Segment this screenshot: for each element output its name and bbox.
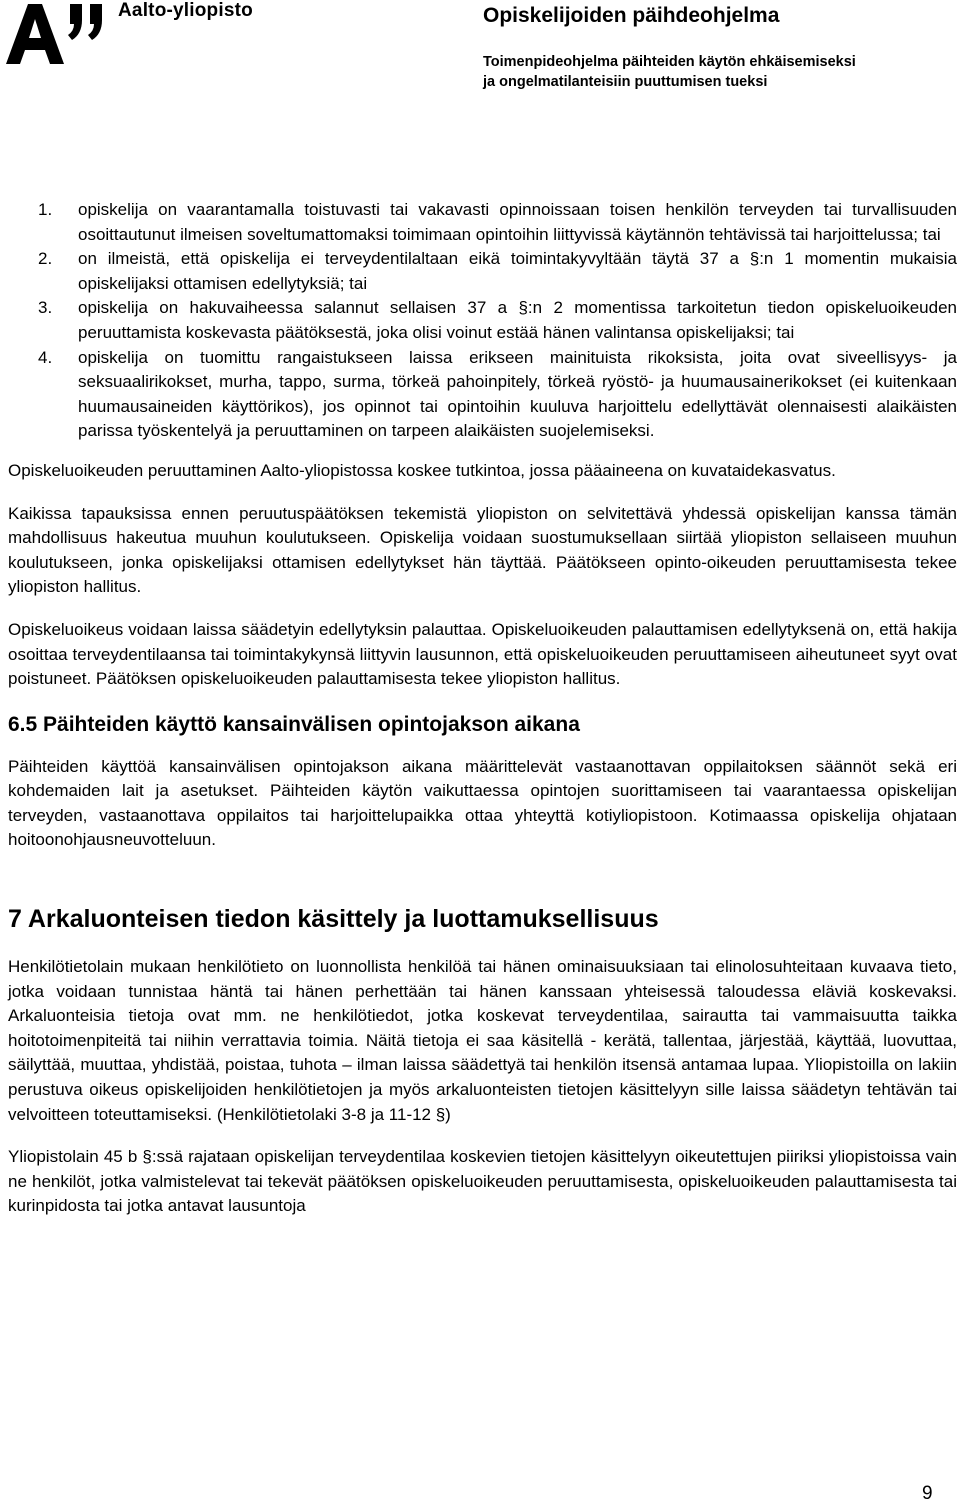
list-item-text: opiskelija on hakuvaiheessa salannut sellaisen 37 a §:n 2 momentissa tarkoitetun tiedon opiskeluoikeuden peruuttamista koskevasta päätöksestä, joka olisi voinut estää hänen valintansa opiskelijaksi; tai: [78, 298, 957, 342]
page-content: [8, 198, 957, 1219]
paragraph: Yliopistolain 45 b §:ssä rajataan opiskelijan terveydentilaa koskevien tietojen käsittelyyn oikeutettujen piiriksi yliopistoissa vain ne henkilöt, jotka valmistelevat tai tekevät päätöksen opiskeluoikeuden peruuttamisesta, opiskeluoikeuden palauttamisesta tai kurinpidosta tai jotka antavat lausuntoja: [8, 1147, 957, 1216]
paragraph: Opiskeluoikeus voidaan laissa säädetyin edellytyksin palauttaa. Opiskeluoikeuden palauttamisen edellytyksenä on, että hakija osoittaa terveydentilaansa tai toimintakykynsä liittyvin lausunnon, että opiskeluoikeuden peruuttamiseen aiheutuneet syyt ovat poistuneet. Päätöksen opiskeluoikeuden palauttamisesta tekee yliopiston hallitus.: [8, 619, 957, 689]
subtitle-line-2: ja ongelmatilanteisiin puuttumisen tueksi: [483, 74, 768, 90]
list-item-number: 3.: [38, 298, 53, 318]
list-item-number: 4.: [38, 347, 53, 367]
numbered-list: [8, 198, 957, 444]
paragraph: Kaikissa tapauksissa ennen peruutuspäätöksen tekemistä yliopiston on selvitettävä yhdessä opiskelijan kanssa tämän mahdollisuus hakeutua muuhun koulutukseen. Opiskelija voidaan suostumuksellaan siirtää yliopiston sellaiseen muuhun koulutukseen, jonka opiskelijaksi ottamisen edellytykset hän täyttää. Päätökseen opinto-oikeuden peruuttamisesta tekee yliopiston hallitus.: [8, 503, 957, 597]
list-item-number: 2.: [38, 249, 53, 269]
paragraph: Henkilötietolain mukaan henkilötieto on luonnollista henkilöä tai hänen ominaisuuksiaan tai elinolosuhteitaan kuvaava tieto, jotka voidaan tunnistaa häntä tai hänen perhettään tai hänen kanssaan yhteisessä taloudessa eläviä koskevaksi. Arkaluonteisia tietoja ovat mm. ne henkilötiedot, jotka koskevat terveydentilaa, sairautta tai vammaisuutta taikka hoitotoimenpiteitä tai niihin verrattavia toimia. Näitä tietoja ei saa käsitellä - kerätä, tallentaa, järjestää, käyttää, luovuttaa, säilyttää, muuttaa, yhdistää, poistaa, tuhota – ilman laissa säädettyä tai henkilön itsensä antamaa lupaa. Yliopistoilla on lakiin perustuva oikeus opiskelijoiden henkilötietojen ja myös arkaluonteisten tietojen käsittelyyn sille laissa säädetyn tehtävän tai velvoitteen toteuttamiseksi. (Henkilötietolaki 3-8 ja 11-12 §): [8, 957, 957, 1124]
list-item: [8, 247, 957, 296]
list-item: [8, 296, 957, 345]
paragraph: Opiskeluoikeuden peruuttaminen Aalto-yliopistossa koskee tutkintoa, jossa pääaineena on kuvataidekasvatus.: [8, 460, 836, 480]
document-subtitle: [483, 52, 856, 92]
subtitle-line-1: Toimenpideohjelma päihteiden käytön ehkäisemiseksi: [483, 54, 856, 70]
chapter-heading: 7 Arkaluonteisen tiedon käsittely ja luottamuksellisuus: [8, 905, 659, 934]
page-number: 9: [922, 1483, 933, 1504]
document-title: Opiskelijoiden päihdeohjelma: [483, 4, 780, 27]
list-item-text: on ilmeistä, että opiskelija ei terveydentilaltaan eikä toimintakyvyltään täytä 37 a §:n 1 momentin mukaisia opiskelijaksi ottamisen edellytyksiä; tai: [78, 249, 957, 293]
list-item: [8, 198, 957, 247]
list-item-text: opiskelija on tuomittu rangaistukseen laissa erikseen mainituista rikoksista, joita ovat siveellisyys- ja seksuaalirikokset, murha, tappo, surma, törkeä pahoinpitely, törkeä ryöstö- ja huumausainerikokset (ei kuitenkaan huumausaineiden käyttörikos), jos opinnot tai opintoihin kuuluva harjoittelu edellyttävät olennaisesti alaikäisten parissa työskentelyä ja peruuttaminen on tarpeen alaikäisten suojelemiseksi.: [78, 347, 957, 441]
aalto-logo: [4, 2, 114, 66]
page-header: [0, 0, 960, 110]
section-heading: 6.5 Päihteiden käyttö kansainvälisen opintojakson aikana: [8, 712, 580, 736]
list-item-text: opiskelija on vaarantamalla toistuvasti tai vakavasti opinnoissaan toisen henkilön terveyden tai turvallisuuden osoittautunut ilmeisen soveltumattomaksi toimimaan opintoihin liittyvissä käytännön tehtävissä tai harjoittelussa; tai: [78, 200, 957, 244]
list-item: [8, 346, 957, 444]
brand-name: Aalto-yliopisto: [118, 0, 253, 21]
paragraph: Päihteiden käyttöä kansainvälisen opintojakson aikana määrittelevät vastaanottavan oppilaitoksen säännöt sekä eri kohdemaiden lait ja asetukset. Päihteiden käytön vaikuttaessa opintojen suorittamiseen tai vaarantaessa opiskelijan terveyden, vastaanottava oppilaitos tai harjoittelupaikka ottaa yhteyttä kotiyliopistoon. Kotimaassa opiskelija ohjataan hoitoonohjausneuvotteluun.: [8, 756, 957, 850]
list-item-number: 1.: [38, 200, 53, 219]
